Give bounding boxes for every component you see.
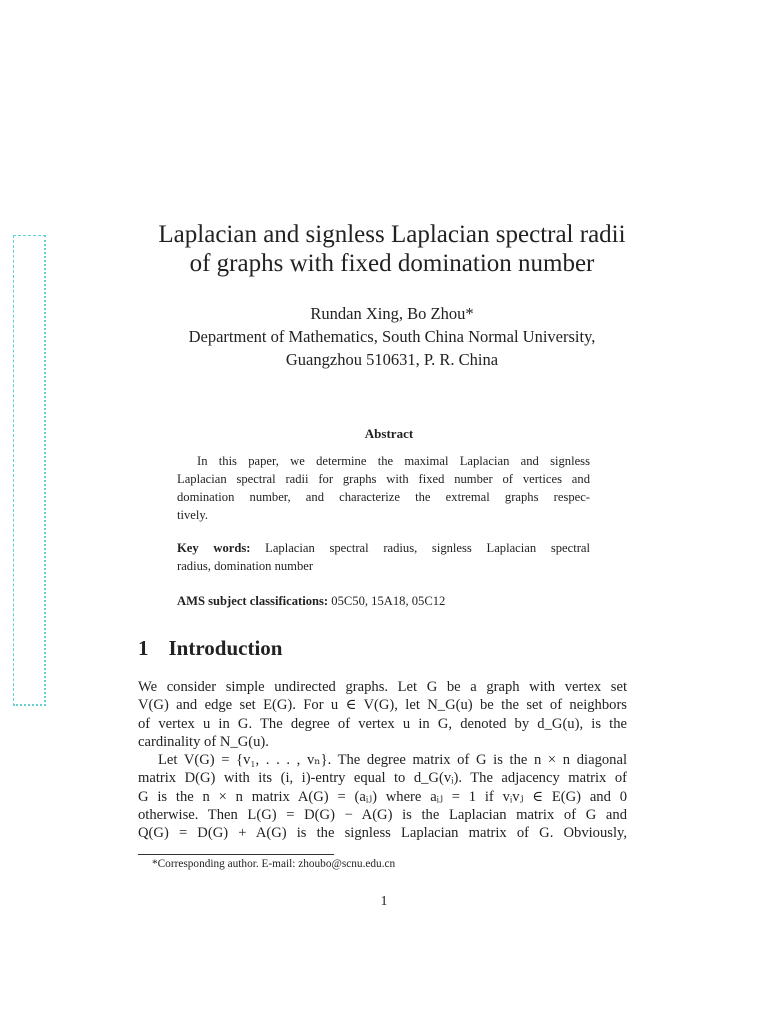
paper-title [8,220,768,278]
ams-label: AMS subject classifications: [177,594,329,608]
ams-value: 05C50, 15A18, 05C12 [328,594,446,608]
body-line: V(G) and edge set E(G). For u ∈ V(G), let N_G(u) be the set of neighbors [138,697,627,714]
abstract-heading: Abstract [364,426,414,441]
keywords-text: Laplacian spectral radius, signless Laplacian spectral [250,541,590,555]
abstract-line: In this paper, we determine the maximal Laplacian and signless [197,454,590,468]
body-line: Let V(G) = {v₁, . . . , vₙ}. The degree matrix of G is the n × n diagonal [158,752,627,769]
body-line: cardinality of N_G(u). [138,733,269,750]
section-title: Introduction [168,636,283,660]
keywords [177,539,590,575]
authors: Rundan Xing, Bo Zhou* [310,304,474,323]
abstract-line: tively. [177,508,209,522]
body-line: matrix D(G) with its (i, i)-entry equal to d_G(vᵢ). The adjacency matrix of [138,770,627,787]
body-line: otherwise. Then L(G) = D(G) − A(G) is the Laplacian matrix of G and [138,807,627,824]
body-line: of vertex u in G. The degree of vertex u in G, denoted by d_G(u), is the [138,715,627,732]
title-line: of graphs with fixed domination number [189,250,595,277]
keywords-label: Key words: [177,541,251,555]
body-text [138,678,627,843]
page-number: 1 [380,894,388,909]
abstract-line: domination number, and characterize the extremal graphs respec- [177,490,590,504]
abstract-text [177,452,590,524]
affiliation-line: Department of Mathematics, South China Normal University, [188,327,596,346]
ams-classifications [177,592,590,610]
footnote-rule [138,854,334,855]
affiliation-line: Guangzhou 510631, P. R. China [285,350,499,369]
keywords-text: radius, domination number [177,559,314,573]
body-line: G is the n × n matrix A(G) = (aᵢⱼ) where aᵢⱼ = 1 if vᵢvⱼ ∈ E(G) and 0 [138,788,627,805]
title-line: Laplacian and signless Laplacian spectral radii [158,221,626,248]
body-line: Q(G) = D(G) + A(G) is the signless Laplacian matrix of G. Obviously, [138,825,627,842]
abstract-line: Laplacian spectral radii for graphs with fixed number of vertices and [177,472,590,486]
footnote: *Corresponding author. E-mail: zhoubo@scnu.edu.cn [152,858,396,870]
body-line: We consider simple undirected graphs. Let G be a graph with vertex set [138,679,627,695]
section-number: 1 [138,636,149,660]
section-heading [138,636,282,661]
author-block [8,302,768,371]
